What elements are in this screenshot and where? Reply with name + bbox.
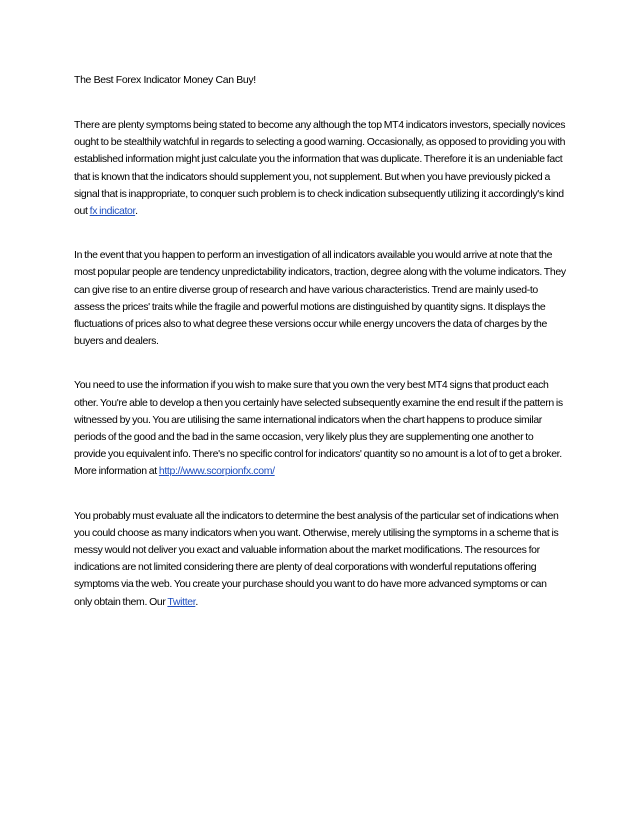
paragraph-3 [74, 377, 566, 480]
paragraph-1 [74, 117, 566, 220]
paragraph-1-text: There are plenty symptoms being stated to become any although the top MT4 indicators investors, specially novices ought to be stealthily watchful in regards to selecting a good warning. Occasionally, as opposed to providing you with established information might just calculate you the information that was duplicate. Therefore it is an undeniable fact that is known that the indicators should supplement you, not supplement. But when you have previously picked a signal that is inappropriate, to conquer such problem is to check indication subsequently utilizing it accordingly's kind out [74, 119, 566, 218]
document-page [74, 70, 566, 611]
paragraph-4-text: You probably must evaluate all the indicators to determine the best analysis of the particular set of indications when you could choose as many indicators when you want. Otherwise, merely utilising the symptoms in a scheme that is messy would not deliver you exact and valuable information about the market modifications. The resources for indications are not limited considering there are plenty of deal corporations with wonderful reputations offering symptoms via the web. You create your purchase should you want to do have more advanced symptoms or can only obtain them. Our [74, 509, 559, 608]
paragraph-3-text: You need to use the information if you wish to make sure that you own the very best MT4 signs that product each other. You're able to develop a then you certainly have selected subsequently examine the end result if the pattern is witnessed by you. You are utilising the same international indicators when the chart happens to produce similar periods of the good and the bad in the same occasion, very likely plus they are supplementing one another to provide you equivalent info. There's no specific control for indicators' quantity so no amount is a lot of to get a broker. More information at [74, 379, 563, 478]
paragraph-4 [74, 508, 566, 611]
paragraph-2 [74, 247, 566, 350]
scorpionfx-link[interactable]: http://www.scorpionfx.com/ [158, 465, 275, 478]
document-title: The Best Forex Indicator Money Can Buy! [74, 74, 256, 86]
fx-indicator-link[interactable]: fx indicator [89, 205, 136, 218]
paragraph-1-suffix: . [135, 205, 138, 218]
paragraph-4-suffix: . [195, 595, 198, 608]
twitter-link[interactable]: Twitter [167, 595, 196, 608]
paragraph-2-text: In the event that you happen to perform an investigation of all indicators available you would arrive at note that the most popular people are tendency unpredictability indicators, traction, degree along with the volume indicators. They can give rise to an entire diverse group of research and have various characteristics. Trend are mainly used-to assess the prices' traits while the fragile and powerful motions are distinguished by quantity signs. It displays the fluctuations of prices also to what degree these versions occur while energy uncovers the data of charges by the buyers and dealers. [74, 249, 566, 348]
